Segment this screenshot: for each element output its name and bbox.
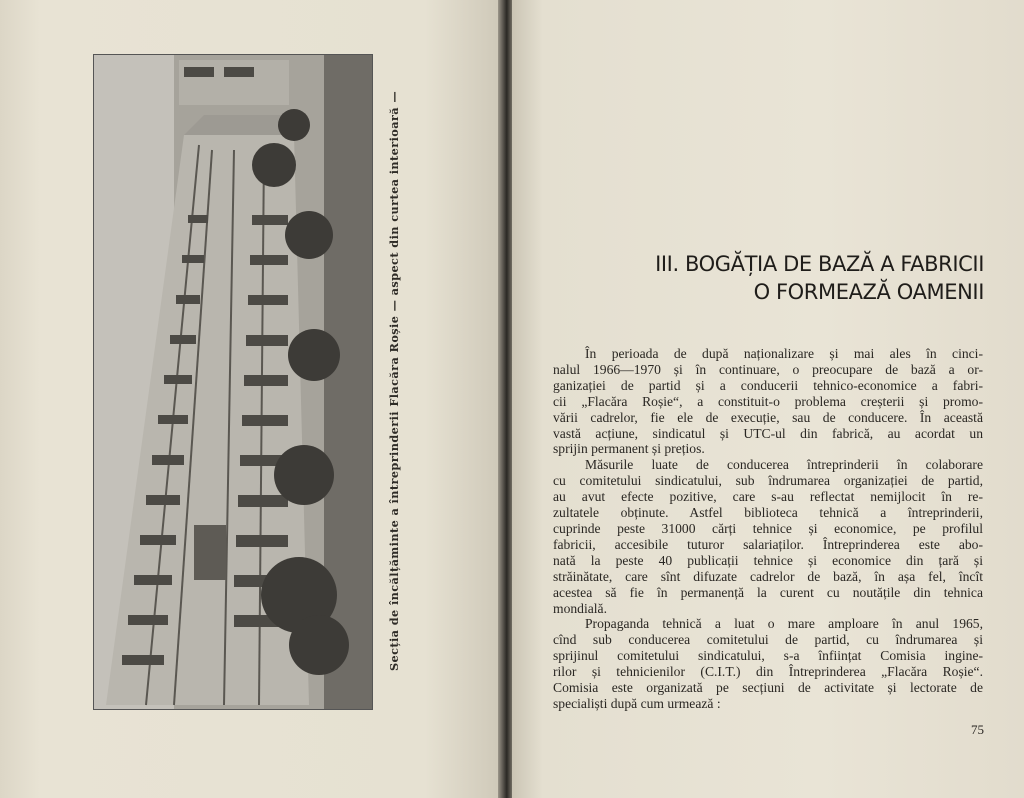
- text-line: străinătate, care sînt difuzate cadrelor de bază, în așa fel, încît: [553, 568, 983, 584]
- chapter-title: [560, 250, 984, 306]
- left-page: [0, 0, 500, 798]
- text-line: nalul 1966—1970 și în continuare, o preocupare de bază a or-: [553, 361, 983, 377]
- text-line: Propaganda tehnică a luat o mare amploare în anul 1965,: [585, 616, 983, 632]
- text-line: sprijin permanent și prețios.: [553, 441, 705, 457]
- chapter-title-line: III. BOGĂȚIA DE BAZĂ A FABRICII: [655, 252, 984, 276]
- factory-building-image: [94, 55, 372, 709]
- photo-caption: Secția de încălțăminte a întreprinderii Flacăra Roșie — aspect din curtea interioară —: [387, 90, 401, 672]
- text-line: zultatele obținute. Astfel biblioteca tehnică a întreprinderii,: [553, 505, 983, 521]
- text-line: fabricii, accesibile tuturor salariaților. Întreprinderea este abo-: [553, 536, 983, 552]
- factory-photo: [93, 54, 373, 710]
- text-line: Comisia este organizată pe secțiuni de activitate și lectorate de: [553, 680, 983, 696]
- text-line: cu comitetului sindicatului, sub îndrumarea organizației de partid,: [553, 473, 983, 489]
- text-line: au avut efecte pozitive, care s-au reflectat nemijlocit în re-: [553, 489, 983, 505]
- chapter-title-line: O FORMEAZĂ OAMENII: [753, 280, 984, 304]
- body-text: [553, 346, 983, 712]
- text-line: vării cadrelor, fie ele de execuție, sau de conducere. În această: [553, 409, 983, 425]
- text-line: rilor și tehnicienilor (C.I.T.) din Întreprinderea „Flacăra Roșie“.: [553, 664, 983, 680]
- text-line: În perioada de după naționalizare și mai ales în cinci-: [585, 346, 983, 361]
- text-line: sprijinul comitetului sindicatului, s-a înființat Comisia inginе-: [553, 648, 983, 664]
- text-line: mondială.: [553, 600, 607, 616]
- text-line: Măsurile luate de conducerea întreprinderii în colaborare: [585, 457, 983, 473]
- text-line: acestea să fie în permanență la curent cu noutățile din tehnica: [553, 584, 983, 600]
- text-line: specialiști după cum urmează :: [553, 695, 721, 711]
- text-line: cuprinde peste 31000 cărți tehnice și economice, pe profilul: [553, 520, 983, 536]
- text-line: vastă acțiune, sindicatul și UTC-ul din fabrică, au acordat un: [553, 425, 983, 441]
- page-number: 75: [971, 722, 984, 737]
- text-line: cii „Flacăra Roșie“, a constituit-o problema creșterii și promo-: [553, 393, 983, 409]
- text-line: cînd sub conducerea comitetului de partid, cu îndrumarea și: [553, 632, 983, 648]
- text-line: ganizației de partid și a conducerii tehnico-economice a fabri-: [553, 377, 983, 393]
- text-line: nată la peste 40 publicații tehnice și economice din țară și: [553, 552, 983, 568]
